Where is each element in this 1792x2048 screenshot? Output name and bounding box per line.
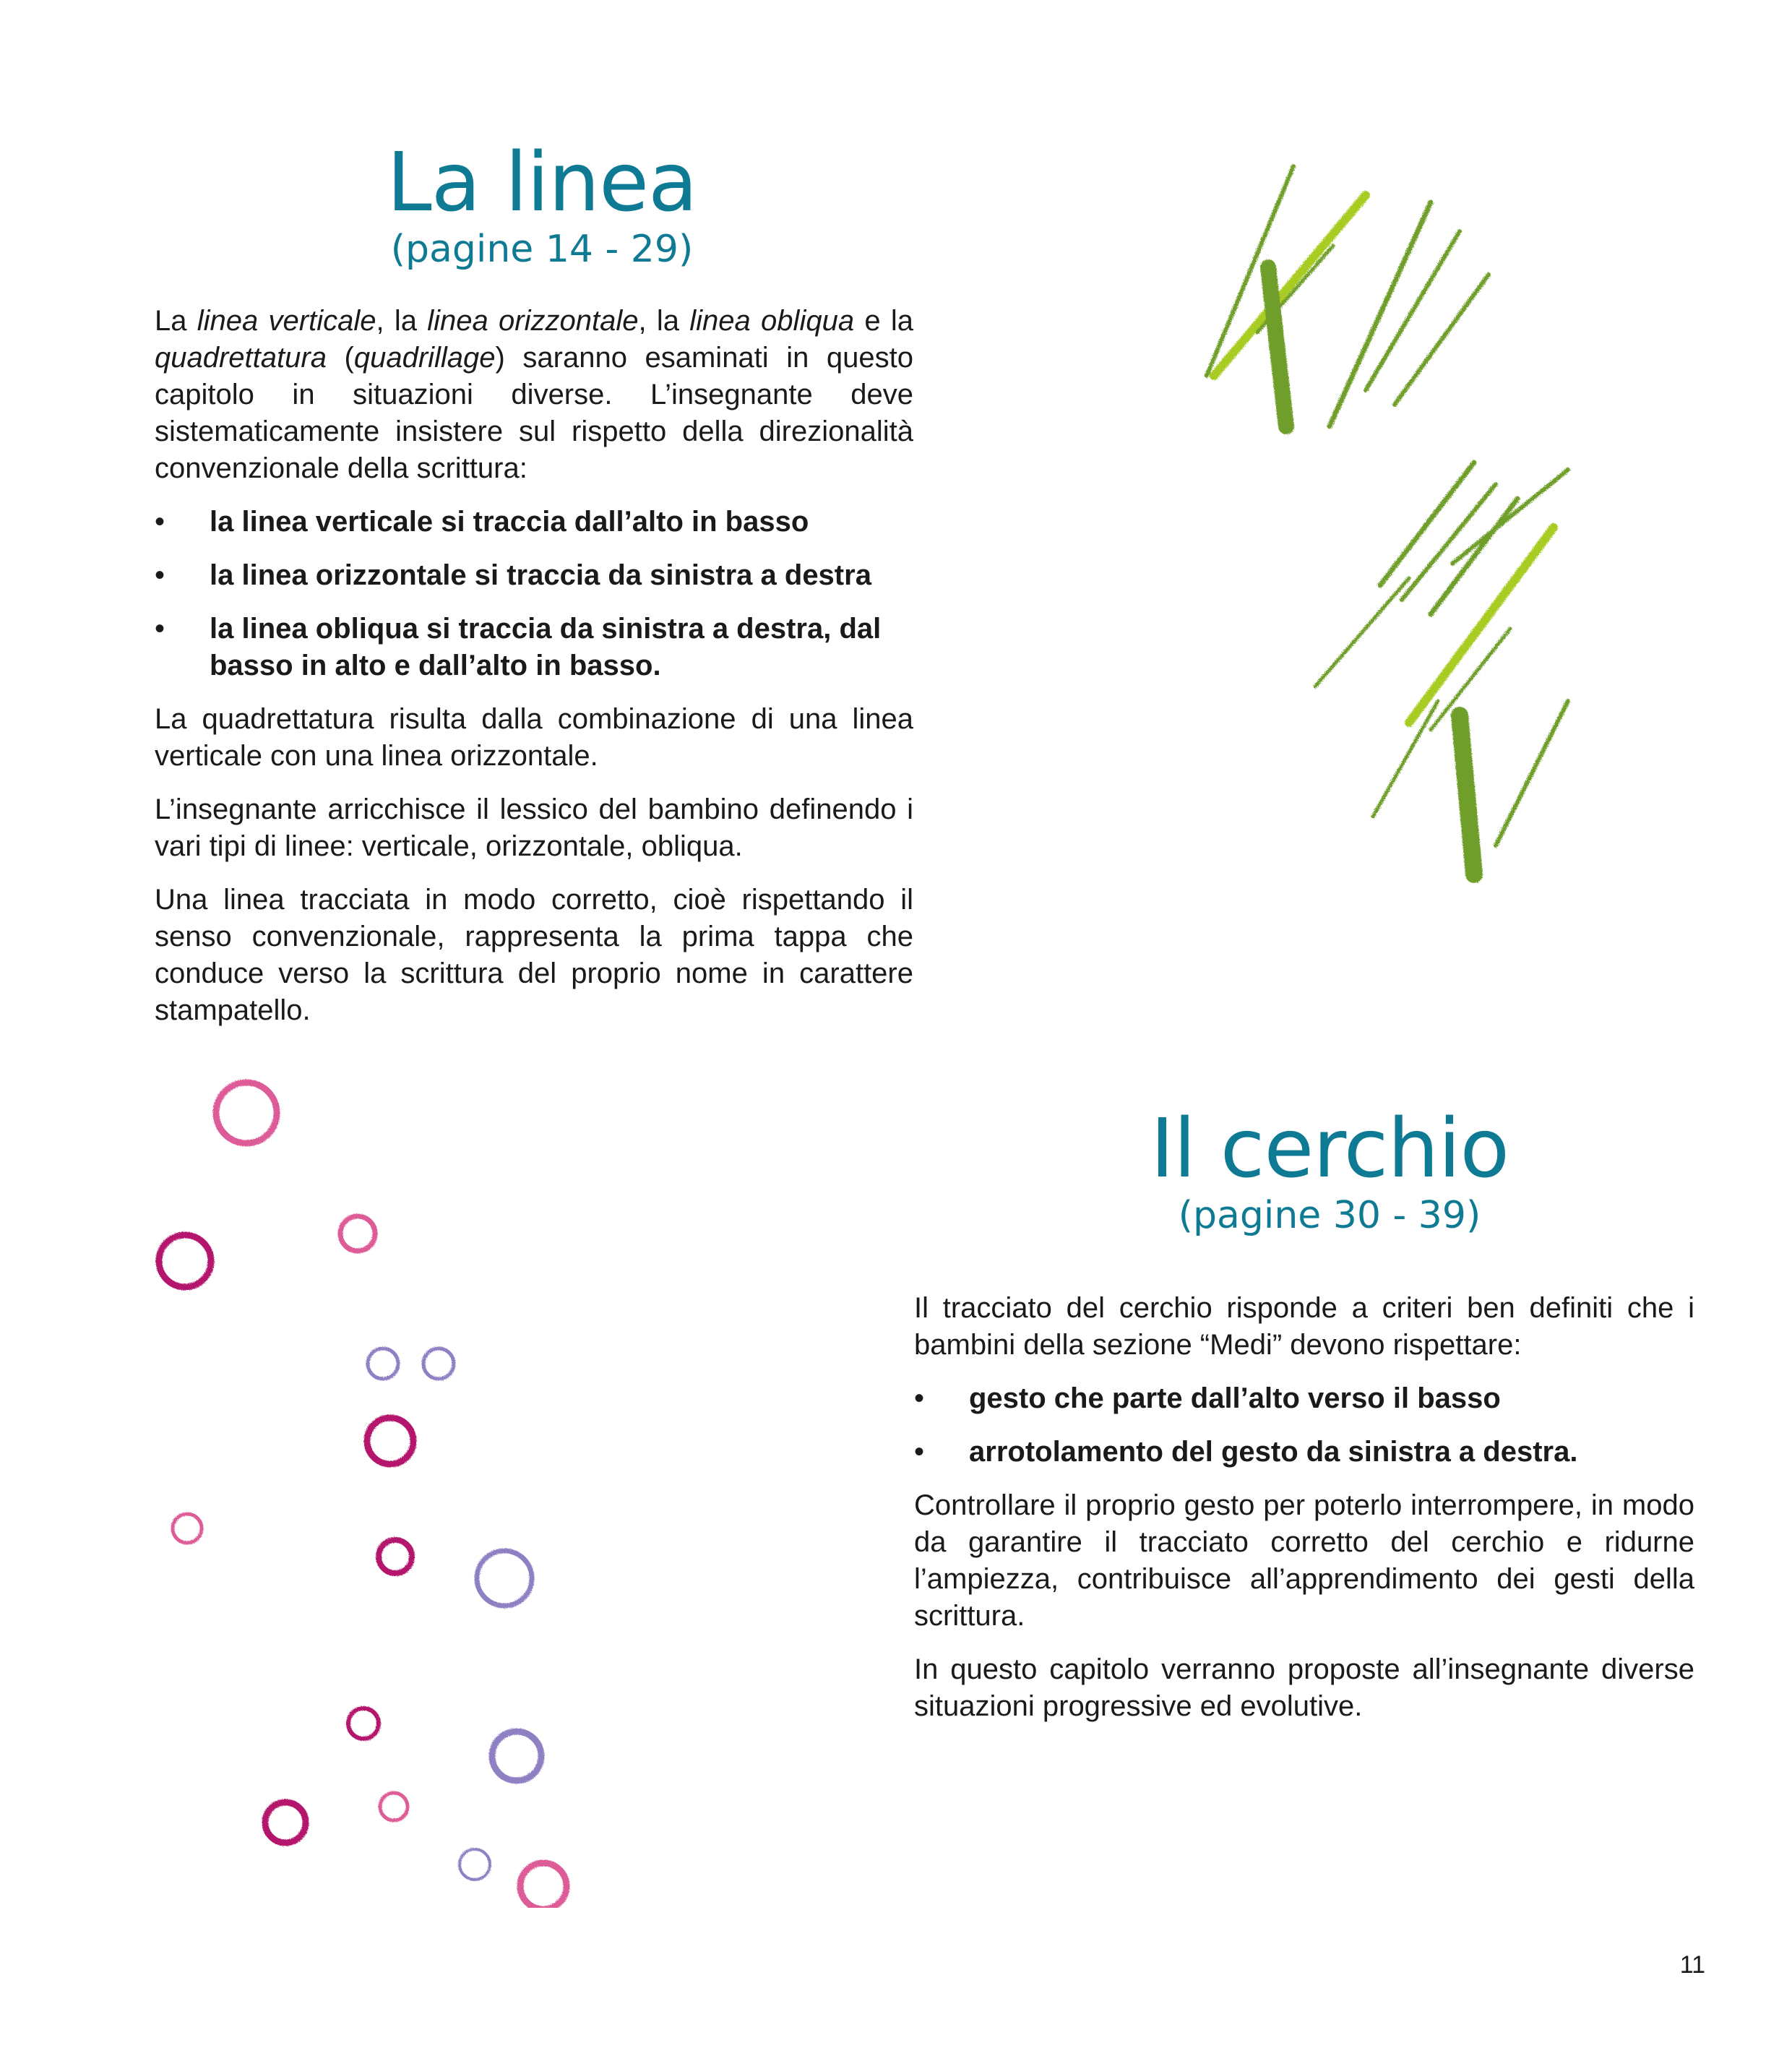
bullet-icon: •	[155, 506, 165, 538]
linea-heading	[238, 136, 845, 272]
drawn-circle	[492, 1731, 541, 1781]
drawn-circle	[368, 1348, 398, 1379]
circles-illustration	[137, 1048, 600, 1908]
linea-bullet-list	[155, 504, 913, 684]
cerchio-heading	[1055, 1102, 1604, 1239]
cerchio-intro: Il tracciato del cerchio risponde a criteri ben definiti che i bambini della sezione “Medi” devono rispettare:	[914, 1292, 1694, 1361]
cerchio-paragraph: Controllare il proprio gesto per poterlo interrompere, in modo da garantire il tracciato corretto del cerchio e ridurne l’ampiezza, contribuisce all’apprendimento dei gesti della scrittura.	[914, 1489, 1694, 1632]
drawn-circle	[379, 1540, 412, 1573]
cerchio-pages: (pagine 30 - 39)	[1178, 1194, 1481, 1237]
drawn-circle	[477, 1551, 532, 1606]
drawn-circle	[520, 1863, 567, 1908]
drawn-circle	[159, 1235, 211, 1287]
grass-stroke	[1496, 701, 1568, 846]
grass-stroke	[1315, 578, 1409, 687]
linea-intro: La linea verticale, la linea orizzontale, la linea obliqua e la quadrettatura (quadrillage) saranno esaminati in questo capitolo in situazioni diverse. L’insegnante deve sistematicamente insistere sul rispetto della direzionalità convenzionale della scrittura:	[155, 305, 914, 484]
grass-stroke	[1409, 528, 1554, 723]
grass-stroke	[1214, 195, 1366, 376]
cerchio-body	[914, 1290, 1694, 1742]
list-item: • la linea orizzontale si traccia da sinistra a destra	[155, 557, 913, 594]
drawn-circle	[216, 1083, 277, 1143]
cerchio-paragraph: In questo capitolo verranno proposte all’insegnante diverse situazioni progressive ed evolutive.	[914, 1653, 1694, 1722]
bullet-icon: •	[914, 1382, 925, 1414]
drawn-circle	[265, 1802, 306, 1843]
grass-stroke	[1460, 715, 1474, 874]
list-item: • la linea obliqua si traccia da sinistra a destra, dal basso in alto e dall’alto in basso.	[155, 611, 913, 684]
grass-stroke	[1373, 701, 1438, 817]
drawn-circle	[173, 1514, 202, 1543]
drawn-circle	[423, 1348, 454, 1379]
linea-body	[155, 303, 913, 1046]
grass-stroke	[1395, 275, 1489, 405]
cerchio-title: Il cerchio	[1150, 1102, 1509, 1196]
cerchio-bullet-list	[914, 1380, 1694, 1471]
bullet-icon: •	[155, 613, 165, 645]
linea-paragraph: La quadrettatura risulta dalla combinazione di una linea verticale con una linea orizzontale.	[155, 703, 913, 772]
grass-strokes-illustration	[1192, 152, 1597, 903]
drawn-circle	[367, 1418, 413, 1464]
bullet-icon: •	[914, 1436, 925, 1468]
drawn-circle	[348, 1708, 379, 1739]
grass-stroke	[1330, 202, 1431, 426]
list-item: • arrotolamento del gesto da sinistra a destra.	[914, 1434, 1694, 1471]
list-item: • la linea verticale si traccia dall’alto in basso	[155, 504, 913, 541]
list-item: • gesto che parte dall’alto verso il basso	[914, 1380, 1694, 1417]
linea-pages: (pagine 14 - 29)	[390, 228, 694, 271]
bullet-icon: •	[155, 559, 165, 591]
page-number: 11	[1679, 1951, 1705, 1979]
drawn-circle	[340, 1216, 375, 1251]
drawn-circle	[460, 1849, 490, 1880]
drawn-circle	[380, 1793, 408, 1820]
linea-paragraph: Una linea tracciata in modo corretto, cioè rispettando il senso convenzionale, rappresenta la prima tappa che conduce verso la scrittura del proprio nome in carattere stampatello.	[155, 884, 913, 1026]
linea-title: La linea	[387, 136, 697, 230]
linea-paragraph: L’insegnante arricchisce il lessico del bambino definendo i vari tipi di linee: verticale, orizzontale, obliqua.	[155, 793, 913, 862]
